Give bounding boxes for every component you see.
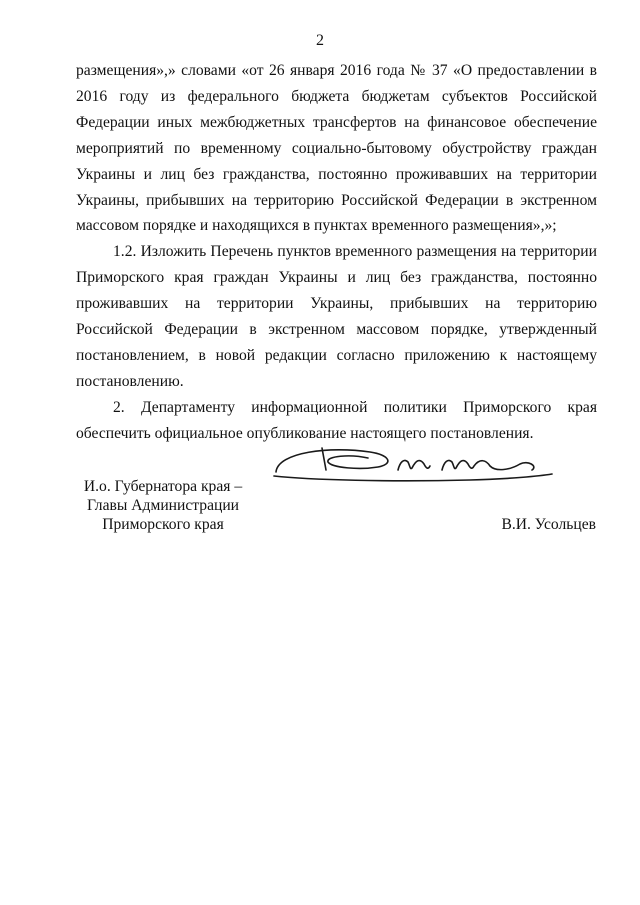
signatory-title-line: И.о. Губернатора края –	[83, 478, 243, 495]
paragraph-1-2: 1.2. Изложить Перечень пунктов временного размещения на территории Приморского края граждан Украины и лиц без гражданства, постоянно проживавших на территории Украины, прибывших на территорию Российской Федерации в экстренном массовом порядке, утвержденный постановлением, в новой редакции согласно приложению к настоящему постановлению.	[76, 243, 597, 390]
signatory-title-line: Приморского края	[102, 516, 224, 533]
handwritten-signature	[270, 440, 560, 500]
signatory-title	[78, 477, 248, 534]
page-number: 2	[316, 32, 324, 49]
paragraph-continuation: размещения»,» словами «от 26 января 2016 года № 37 «О предоставлении в 2016 году из федерального бюджета бюджетам субъектов Российской Федерации иных межбюджетных трансфертов на финансовое обеспечение мероприятий по временному социально-бытовому обустройству граждан Украины и лиц без гражданства, постоянно проживавших на территории Украины, прибывших на территорию Российской Федерации в экстренном массовом порядке и находящихся в пунктах временного размещения»,»;	[76, 62, 597, 235]
document-body	[76, 58, 597, 447]
paragraph-2: 2. Департаменту информационной политики Приморского края обеспечить официальное опубликование настоящего постановления.	[76, 398, 597, 442]
signatory-title-line: Главы Администрации	[86, 497, 240, 514]
signatory-name: В.И. Усольцев	[501, 516, 596, 533]
